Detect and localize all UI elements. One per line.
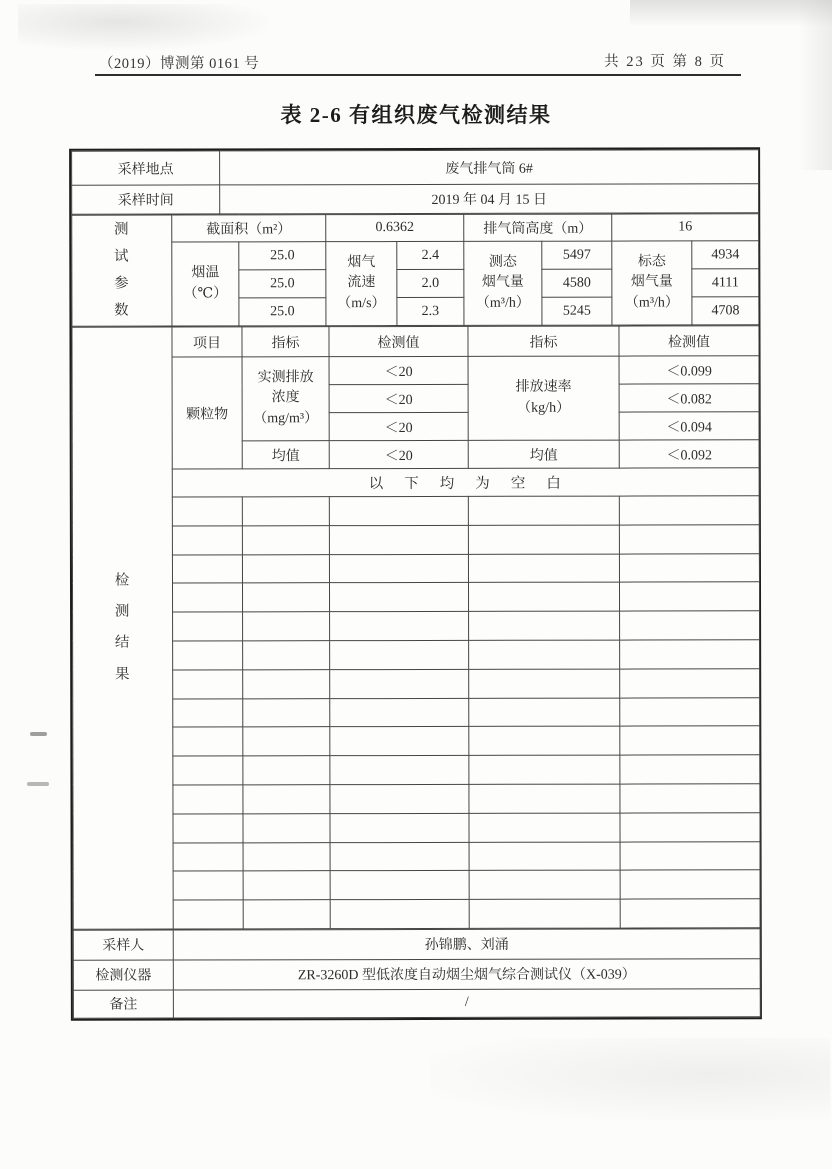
- empty-cell: [243, 612, 330, 641]
- empty-cell: [329, 583, 468, 612]
- empty-cell: [620, 697, 760, 726]
- empty-result-row: [72, 525, 759, 555]
- scan-artifact-margin-mark: [30, 732, 47, 736]
- concentration-value: ＜20: [329, 356, 468, 384]
- empty-cell: [620, 726, 760, 755]
- empty-cell: [243, 698, 330, 727]
- standard-flow-value: 4708: [692, 297, 759, 325]
- results-section: [71, 325, 760, 929]
- temp-label: 烟温 （℃）: [172, 242, 239, 326]
- empty-result-row: [72, 553, 759, 583]
- sampling-location-label: 采样地点: [72, 151, 220, 185]
- sampling-section: [71, 149, 759, 214]
- velocity-value: 2.4: [397, 241, 464, 269]
- empty-cell: [330, 612, 469, 641]
- empty-cell: [243, 785, 330, 814]
- temp-value: 25.0: [239, 298, 326, 326]
- empty-cell: [620, 640, 760, 669]
- empty-result-row: [73, 870, 760, 900]
- empty-cell: [173, 900, 243, 929]
- concentration-label: 实测排放 浓度 （mg/m³）: [242, 357, 329, 441]
- sampler-label: 采样人: [73, 930, 173, 960]
- mean-concentration-value: ＜20: [329, 440, 468, 468]
- sampling-time-value: 2019 年 04 月 15 日: [220, 184, 759, 214]
- column-header-item: 项目: [172, 327, 242, 357]
- instrument-value: ZR-3260D 型低浓度自动烟尘烟气综合测试仪（X-039）: [173, 959, 760, 990]
- column-header-indicator: 指标: [468, 326, 619, 356]
- velocity-value: 2.0: [397, 269, 464, 297]
- mean-rate-value: ＜0.092: [619, 440, 759, 468]
- empty-cell: [619, 525, 759, 554]
- empty-cell: [330, 813, 469, 842]
- empty-cell: [620, 841, 760, 870]
- empty-result-row: [73, 784, 760, 814]
- empty-result-row: [73, 755, 760, 785]
- empty-cell: [620, 870, 760, 899]
- empty-cell: [469, 899, 620, 928]
- empty-cell: [469, 755, 620, 784]
- empty-cell: [619, 553, 759, 582]
- empty-cell: [469, 669, 620, 698]
- empty-cell: [173, 612, 243, 641]
- empty-cell: [243, 756, 330, 785]
- empty-cell: [243, 900, 330, 929]
- empty-cell: [619, 582, 759, 611]
- results-section-label: 检 测 结 果: [72, 327, 173, 929]
- empty-cell: [173, 727, 243, 756]
- test-params-section-label: 测 试 参 数: [72, 215, 172, 326]
- standard-flow-value: 4111: [692, 269, 759, 297]
- page-title: 表 2-6 有组织废气检测结果: [280, 103, 552, 127]
- empty-cell: [329, 525, 468, 554]
- empty-cell: [242, 525, 329, 554]
- concentration-value: ＜20: [329, 412, 468, 440]
- empty-result-row: [73, 899, 760, 929]
- scan-artifact-right-edge: [798, 0, 832, 170]
- rate-value: ＜0.082: [619, 384, 759, 412]
- empty-result-row: [72, 582, 759, 612]
- scan-artifact-top-left: [18, 4, 268, 50]
- table-row: [73, 989, 760, 1018]
- table-row: [72, 184, 759, 214]
- empty-cell: [620, 669, 760, 698]
- empty-cell: [619, 496, 759, 525]
- column-header-detected-value: 检测值: [619, 326, 759, 356]
- empty-cell: [620, 899, 760, 928]
- empty-cell: [173, 842, 243, 871]
- empty-cell: [243, 813, 330, 842]
- measured-flow-label: 测态 烟气量 （m³/h）: [464, 241, 542, 325]
- empty-cell: [172, 554, 242, 583]
- empty-cell: [469, 726, 620, 755]
- standard-flow-label: 标态 烟气量 （m³/h）: [612, 241, 692, 325]
- empty-result-row: [72, 496, 759, 526]
- empty-cell: [329, 496, 468, 525]
- empty-cell: [242, 497, 329, 526]
- empty-cell: [243, 871, 330, 900]
- velocity-value: 2.3: [397, 297, 464, 325]
- blank-note-row: [72, 468, 759, 497]
- concentration-value: ＜20: [329, 384, 468, 412]
- empty-result-row: [73, 640, 760, 670]
- table-row: [72, 241, 759, 270]
- sampling-location-value: 废气排气筒 6#: [220, 150, 759, 185]
- empty-cell: [468, 525, 619, 554]
- report-number: （2019）博测第 0161 号: [99, 56, 260, 72]
- empty-cell: [173, 785, 243, 814]
- empty-cell: [469, 698, 620, 727]
- empty-cell: [173, 641, 243, 670]
- empty-cell: [173, 670, 243, 699]
- velocity-label: 烟气 流速 （m/s）: [326, 242, 397, 326]
- empty-cell: [620, 755, 760, 784]
- empty-cell: [469, 813, 620, 842]
- empty-cell: [173, 698, 243, 727]
- stack-height-label: 排气筒高度（m）: [464, 214, 612, 241]
- rate-label: 排放速率 （kg/h）: [468, 356, 619, 440]
- table-row: [72, 214, 759, 242]
- empty-result-row: [73, 697, 760, 727]
- measured-flow-value: 4580: [542, 269, 612, 297]
- empty-cell: [242, 554, 329, 583]
- empty-cell: [242, 583, 329, 612]
- empty-cell: [330, 640, 469, 669]
- empty-cell: [330, 900, 469, 929]
- empty-cell: [468, 554, 619, 583]
- empty-cell: [172, 583, 242, 612]
- empty-cell: [469, 870, 620, 899]
- column-header-indicator: 指标: [242, 327, 329, 357]
- empty-cell: [468, 496, 619, 525]
- footer-section: [73, 928, 761, 1018]
- empty-result-row: [73, 611, 760, 641]
- empty-cell: [173, 814, 243, 843]
- stack-height-value: 16: [612, 214, 759, 241]
- measured-flow-value: 5497: [542, 241, 612, 269]
- cross-section-label: 截面积（m²）: [172, 215, 326, 242]
- empty-cell: [243, 669, 330, 698]
- empty-cell: [469, 640, 620, 669]
- report-table: [69, 147, 762, 1020]
- temp-value: 25.0: [239, 270, 326, 298]
- standard-flow-value: 4934: [692, 241, 759, 269]
- page-counter: 共 23 页 第 8 页: [604, 54, 726, 70]
- table-row: [73, 929, 760, 960]
- scan-artifact-top-right: [630, 0, 832, 30]
- empty-cell: [468, 582, 619, 611]
- empty-cell: [469, 842, 620, 871]
- table-row: [72, 150, 759, 185]
- results-body: [72, 326, 760, 929]
- instrument-label: 检测仪器: [73, 960, 173, 990]
- table-row: [72, 356, 759, 385]
- empty-cell: [620, 784, 760, 813]
- cross-section-value: 0.6362: [326, 214, 464, 241]
- empty-cell: [173, 756, 243, 785]
- empty-cell: [172, 497, 242, 526]
- empty-result-row: [73, 813, 760, 843]
- empty-cell: [620, 813, 760, 842]
- table-row: [73, 959, 760, 990]
- rate-value: ＜0.094: [619, 412, 759, 440]
- empty-cell: [330, 784, 469, 813]
- sampling-time-label: 采样时间: [72, 185, 220, 214]
- empty-cell: [330, 842, 469, 871]
- empty-cell: [172, 526, 242, 555]
- remark-label: 备注: [73, 990, 173, 1018]
- scan-artifact-bottom-right: [430, 1038, 830, 1120]
- empty-cell: [620, 611, 760, 640]
- empty-cell: [330, 871, 469, 900]
- empty-cell: [330, 756, 469, 785]
- test-params-section: [71, 213, 759, 326]
- empty-cell: [330, 727, 469, 756]
- empty-cell: [243, 842, 330, 871]
- rate-value: ＜0.099: [619, 356, 759, 384]
- empty-result-row: [73, 841, 760, 871]
- item-name: 颗粒物: [172, 357, 242, 469]
- remark-value: /: [173, 989, 760, 1018]
- empty-cell: [469, 784, 620, 813]
- sampler-value: 孙锦鹏、刘涌: [173, 929, 760, 960]
- temp-value: 25.0: [239, 242, 326, 270]
- blank-note: 以 下 均 为 空 白: [172, 468, 759, 497]
- table-row: [72, 326, 759, 357]
- empty-cell: [330, 669, 469, 698]
- header-rule: [95, 74, 741, 76]
- empty-cell: [243, 641, 330, 670]
- empty-cell: [330, 698, 469, 727]
- empty-cell: [469, 611, 620, 640]
- scan-artifact-margin-mark: [27, 782, 49, 786]
- empty-cell: [243, 727, 330, 756]
- empty-cell: [173, 871, 243, 900]
- column-header-detected-value: 检测值: [329, 326, 468, 356]
- empty-cell: [329, 554, 468, 583]
- measured-flow-value: 5245: [542, 297, 612, 325]
- empty-result-row: [73, 726, 760, 756]
- mean-label: 均值: [468, 440, 619, 468]
- empty-result-row: [73, 669, 760, 699]
- mean-label: 均值: [242, 441, 329, 469]
